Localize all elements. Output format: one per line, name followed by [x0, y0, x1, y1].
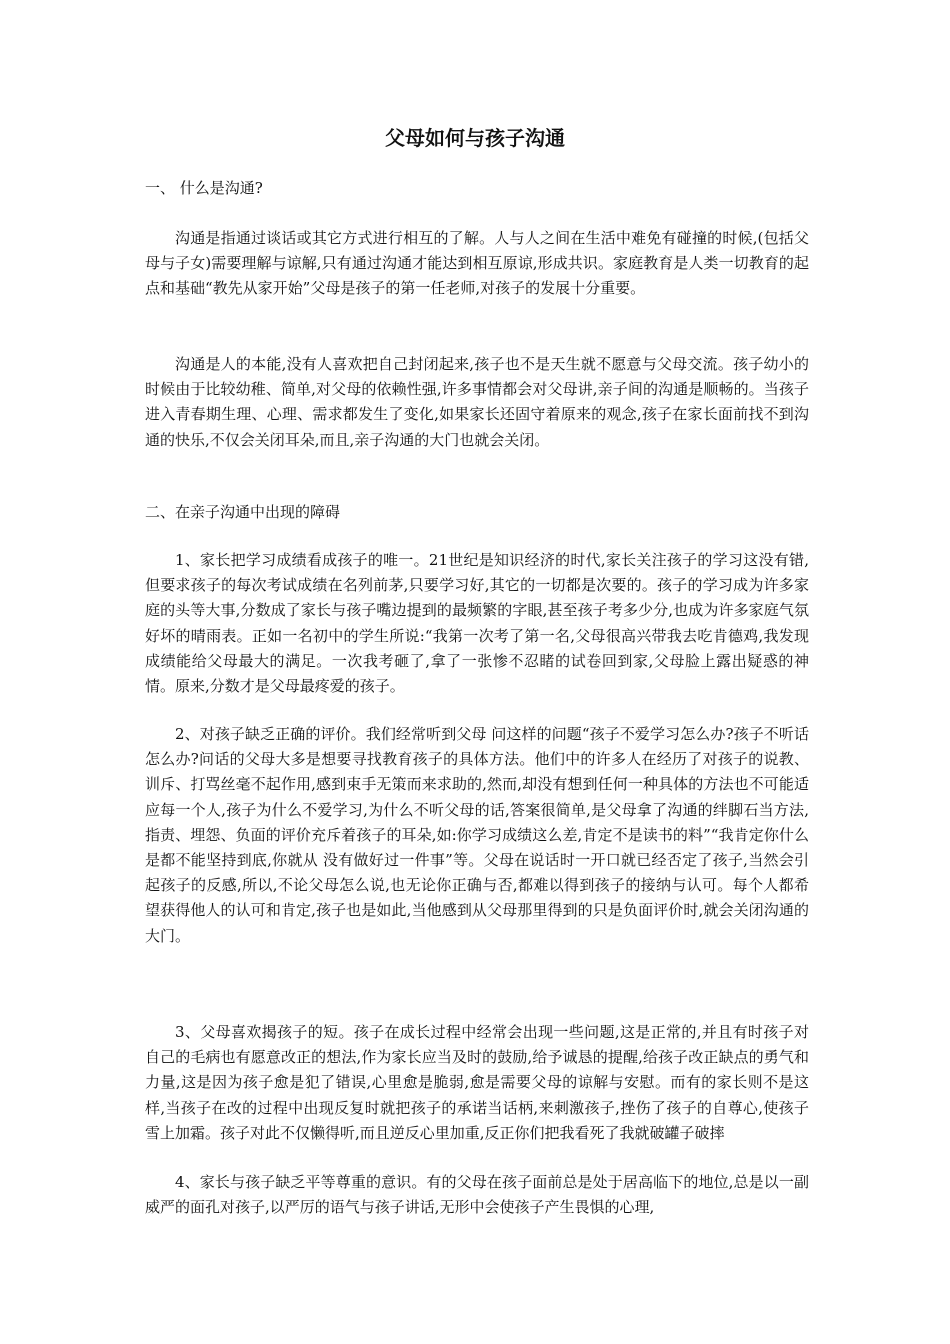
document-title: 父母如何与孩子沟通 — [385, 126, 565, 150]
section-heading-what-is-communication: 一、 什么是沟通? — [145, 179, 263, 197]
paragraph-obstacle-1: 1、家长把学习成绩看成孩子的唯一。21世纪是知识经济的时代,家长关注孩子的学习这没有错,但要求孩子的每次考试成绩在名列前茅,只要学习好,其它的一切都是次要的。孩子的学习成为许多家庭的头等大事,分数成了家长与孩子嘴边提到的最频繁的字眼,甚至孩子考多少分,也成为许多家庭气氛好坏的晴雨表。正如一名初中的学生所说:“我第一次考了第一名,父母很高兴带我去吃肯德鸡,我发现成绩能给父母最大的满足。一次我考砸了,拿了一张惨不忍睹的试卷回到家,父母脸上露出疑惑的神情。原来,分数才是父母最疼爱的孩子。 — [145, 551, 809, 696]
paragraph-obstacle-3: 3、父母喜欢揭孩子的短。孩子在成长过程中经常会出现一些问题,这是正常的,并且有时孩子对自己的毛病也有愿意改正的想法,作为家长应当及时的鼓励,给予诚恳的提醒,给孩子改正缺点的勇气和力量,这是因为孩子愈是犯了错误,心里愈是脆弱,愈是需要父母的谅解与安慰。而有的家长则不是这样,当孩子在改的过程中出现反复时就把孩子的承诺当话柄,来刺激孩子,挫伤了孩子的自尊心,使孩子雪上加霜。孩子对此不仅懒得听,而且逆反心里加重,反正你们把我看死了我就破罐子破摔 — [145, 1023, 809, 1142]
paragraph-obstacle-2: 2、对孩子缺乏正确的评价。我们经常听到父母 问这样的问题“孩子不爱学习怎么办?孩子不听话怎么办?问话的父母大多是想要寻找教育孩子的具体方法。他们中的许多人在经历了对孩子的说教、训斥、打骂丝毫不起作用,感到束手无策而来求助的,然而,却没有想到任何一种具体的方法也不可能适应每一个人,孩子为什么不爱学习,为什么不听父母的话,答案很简单,是父母拿了沟通的绊脚石当方法,指责、埋怨、负面的评价充斥着孩子的耳朵,如:你学习成绩这么差,肯定不是读书的料”“我肯定你什么是都不能坚持到底,你就从 没有做好过一件事”等。父母在说话时一开口就已经否定了孩子,当然会引起孩子的反感,所以,不论父母怎么说,也无论你正确与否,都难以得到孩子的接纳与认可。每个人都希望获得他人的认可和肯定,孩子也是如此,当他感到从父母那里得到的只是负面评价时,就会关闭沟通的大门。 — [145, 725, 809, 945]
paragraph-definition: 沟通是指通过谈话或其它方式进行相互的了解。人与人之间在生活中难免有碰撞的时候,(包括父母与子女)需要理解与谅解,只有通过沟通才能达到相互原谅,形成共识。家庭教育是人类一切教育的起点和基础“教先从家开始”父母是孩子的第一任老师,对孩子的发展十分重要。 — [145, 229, 809, 298]
paragraph-instinct: 沟通是人的本能,没有人喜欢把自己封闭起来,孩子也不是天生就不愿意与父母交流。孩子幼小的时候由于比较幼稚、简单,对父母的依赖性强,许多事情都会对父母讲,亲子间的沟通是顺畅的。当孩子进入青春期生理、心理、需求都发生了变化,如果家长还固守着原来的观念,孩子在家长面前找不到沟通的快乐,不仅会关闭耳朵,而且,亲子沟通的大门也就会关闭。 — [145, 355, 809, 449]
section-heading-obstacles: 二、在亲子沟通中出现的障碍 — [145, 503, 341, 521]
paragraph-obstacle-4: 4、家长与孩子缺乏平等尊重的意识。有的父母在孩子面前总是处于居高临下的地位,总是以一副威严的面孔对孩子,以严厉的语气与孩子讲话,无形中会使孩子产生畏惧的心理, — [145, 1173, 809, 1217]
